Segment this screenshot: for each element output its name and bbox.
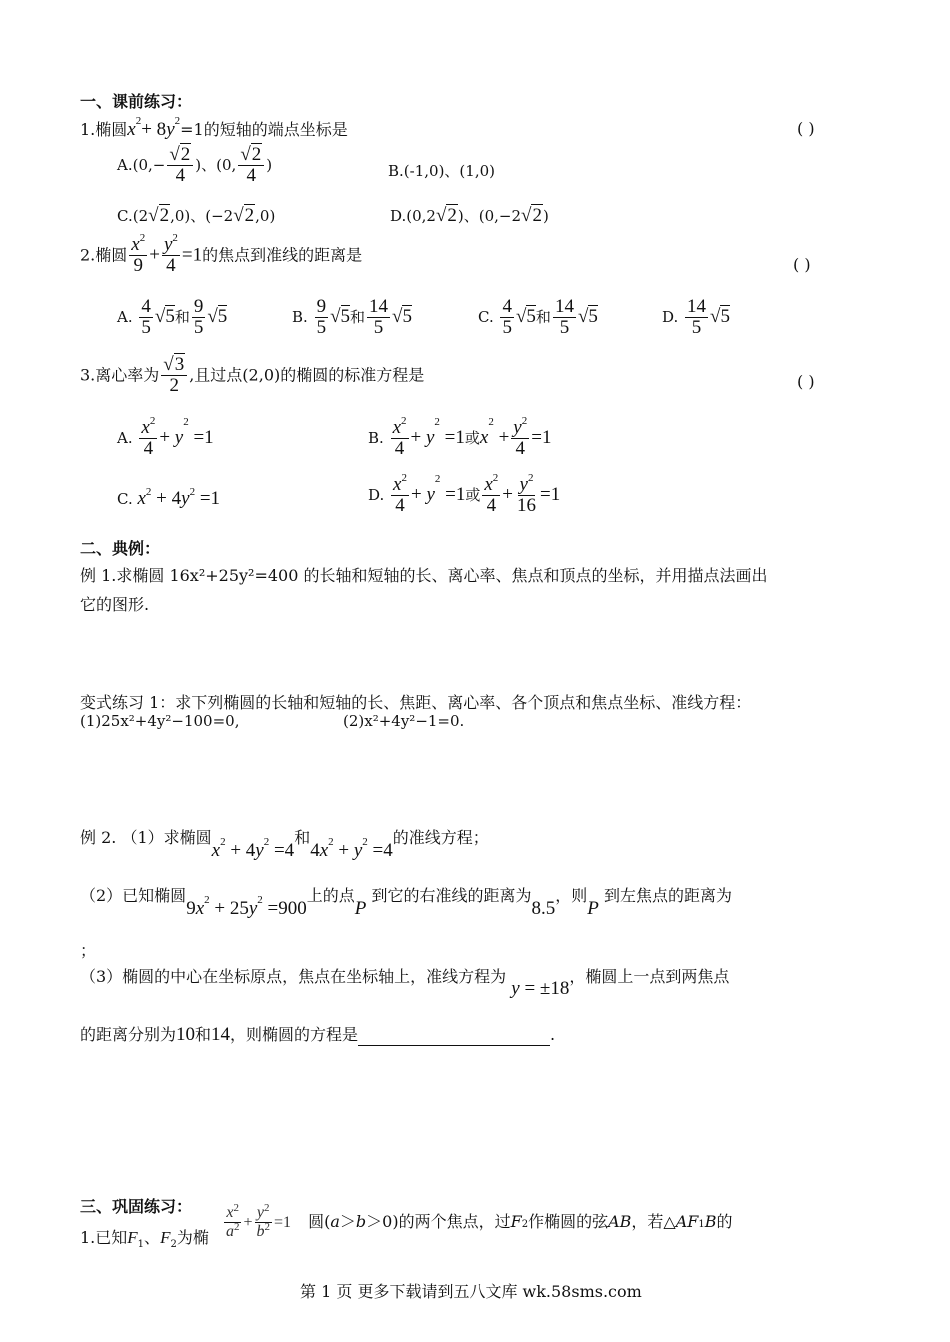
answer-blank-1: ( ) <box>797 119 815 138</box>
example-2-part-3-line-2: 的距离分别为10和14，则椭圆的方程是 . <box>80 1024 556 1045</box>
example-2-part-3: （3）椭圆的中心在坐标原点，焦点在坐标轴上，准线方程为 y = ±18，椭圆上一点到两焦点 <box>80 967 730 999</box>
example-1-line-2: 它的图形. <box>80 595 150 614</box>
variant-1-item-1: (1)25x²+4y²−100=0, <box>80 712 240 730</box>
answer-blank-2: ( ) <box>793 255 811 274</box>
example-2-part-1: 例 2. （1）求椭圆$x^2 + 4y^2 =4$和$4x^2 + y^2 =4$的准线方程； <box>80 828 489 861</box>
q3-option-c: C. $x^2 + 4y^2 =1$ <box>117 486 221 509</box>
q1-option-b: B.(-1,0)、(1,0) <box>388 162 495 180</box>
q2-option-a: A. $\frac{4}{5}$ √5和 $\frac{9}{5}$ √5 <box>117 296 228 338</box>
variant-1-item-2: (2)x²+4y²−1=0. <box>343 712 465 730</box>
answer-blank-ellipse <box>358 1029 550 1046</box>
example-1-line-1: 例 1.求椭圆 16x²+25y²=400 的长轴和短轴的长、离心率、焦点和顶点的坐标，并用描点法画出 <box>80 566 768 585</box>
section-heading-2: 二、典例： <box>80 539 161 558</box>
q1-option-a: A.(0,− $\frac{√2}{4}$ )、(0, $\frac{√2}{4}$ ) <box>117 144 273 186</box>
answer-blank-3: ( ) <box>797 372 815 391</box>
q2-option-c: C. $\frac{4}{5}$ √5和 $\frac{14}{5}$ √5 <box>478 296 598 338</box>
section-heading-1: 一、课前练习： <box>80 92 193 111</box>
q3-option-b: B. $\frac{x^2}{4}$ + $y^2 =1$或$x^2$ + $\frac{y^2}{4}$ =1 <box>368 415 552 459</box>
page-footer: 第 1 页 更多下载请到五八文库 wk.58sms.com <box>300 1282 642 1301</box>
consolidate-question-1: 1.已知$F_1$、$F_2$为椭 $\frac{x^2}{a^2}$ + $\frac{y^2}{b^2}$ =1 圆(a＞b＞0)的两个焦点，过F2作椭圆的弦AB，若△AF1B的 <box>80 1202 733 1251</box>
q3-option-d: D. $\frac{x^2}{4}$ + $y^2 =1$或 $\frac{x^2}{4}$ + $\frac{y^2}{16}$ =1 <box>368 472 561 516</box>
question-2: 2.椭圆 $\frac{x^2}{9}$ + $\frac{y^2}{4}$ =1的焦点到准线的距离是 <box>80 232 363 276</box>
question-3: 3.离心率为 $\frac{√3}{2}$ ,且过点(2,0)的椭圆的标准方程是 <box>80 354 425 396</box>
q1-option-c: C.(2√2,0)、(−2√2,0) <box>117 205 276 226</box>
example-2-part-2: （2）已知椭圆$9x^2 + 25y^2 =900$上的点P 到它的右准线的距离为8.5，则P 到左焦点的距离为 <box>80 886 732 919</box>
q3-option-a: A. $\frac{x^2}{4}$ + $y^2 =1$ <box>117 415 214 459</box>
example-2-part-2-end: ； <box>80 941 97 960</box>
variant-1-line-1: 变式练习 1：求下列椭圆的长轴和短轴的长、焦距、离心率、各个顶点和焦点坐标、准线方程： <box>80 693 752 712</box>
q2-option-b: B. $\frac{9}{5}$ √5和 $\frac{14}{5}$ √5 <box>292 296 412 338</box>
question-1: 1.椭圆$x^2+ 8y^2=1$的短轴的端点坐标是 <box>80 115 348 140</box>
section-heading-3: 三、巩固练习： <box>80 1197 193 1216</box>
q2-option-d: D. $\frac{14}{5}$ √5 <box>662 296 730 338</box>
q1-option-d: D.(0,2√2)、(0,−2√2) <box>390 205 549 226</box>
